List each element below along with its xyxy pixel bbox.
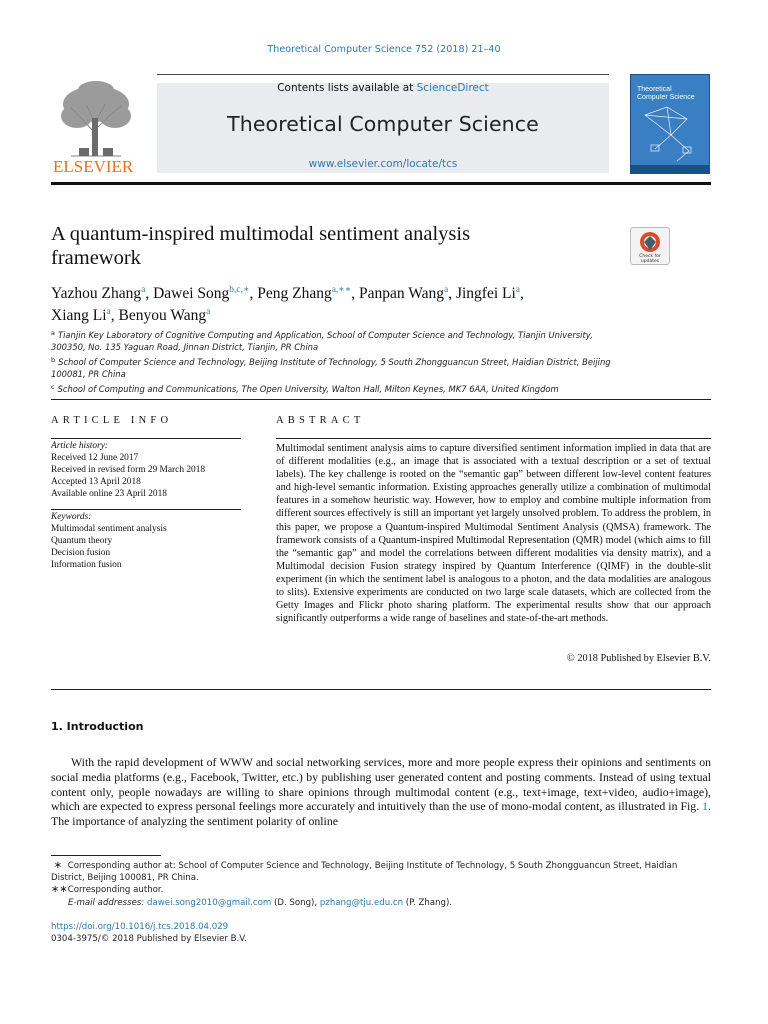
author: Yazhou Zhang$^a$, bbox=[51, 285, 154, 302]
divider bbox=[276, 438, 711, 439]
sciencedirect-link[interactable]: ScienceDirect bbox=[416, 82, 489, 94]
author-list bbox=[51, 281, 691, 325]
journal-cover-thumbnail[interactable] bbox=[630, 74, 710, 174]
article-history: Article history: Received 12 June 2017 Received in revised form 29 March 2018 Accepted 13 April 2018 Available online 23 April 2018 bbox=[51, 441, 206, 499]
section-heading-introduction: 1. Introduction bbox=[51, 720, 144, 733]
affiliation-c: $^c$ School of Computing and Communications, The Open University, Walton Hall, Milton Keynes, MK7 6AA, United Kingdom bbox=[51, 382, 559, 394]
paper-title: A quantum-inspired multimodal sentiment analysis framework bbox=[51, 223, 471, 269]
introduction-paragraph: With the rapid development of WWW and social networking services, more and more people express their opinions and sentiments on social media platforms (e.g., Facebook, Twitter, etc.) by publishing user generated content and posting comments. Instead of using textual content only, people nowadays are willing to share opinions through multimodal content (e.g., text+image, text+video, audio+image), which are expected to express personal feelings more accurately and intuitively than the use of mono-modal content, as illustrated in Fig. 1. The importance of analyzing the sentiment polarity of online bbox=[51, 755, 711, 829]
keywords: Keywords: Multimodal sentiment analysis Quantum theory Decision fusion Information fusion bbox=[51, 512, 167, 570]
doi-block bbox=[51, 921, 247, 945]
contents-line: Contents lists available at ScienceDirect bbox=[277, 82, 489, 94]
abstract-text: Multimodal sentiment analysis aims to capture diversified sentiment information implied in data that are of different modalities (e.g., an image that is associated with a textual description or a set of textual labels). The key challenge is rooted on the “semantic gap” between different low-level content features and high-level semantic information. Existing approaches generally utilize a combination of multimodal features in a somehow heuristic way. However, how to employ and combine multiple information from different sources effectively is still an important yet largely unsolved problem. To address the problem, in this paper, we propose a Quantum-inspired Multimodal Sentiment Analysis (QMSA) framework. The framework consists of a Quantum-inspired Multimodal Representation (QMR) model (which aims to fill the “semantic gap” and model the correlations between different modalities via density matrix), and a Multimodal decision Fusion strategy inspired by Quantum Interference (QIMF) in the double-slit experiment (in which the sentiment label is analogous to a photon, and the data modalities are analogous to slits). Extensive experiments are conducted on two large scale datasets, which are collected from the Getty Images and Flickr photo sharing platform. The experimental results show that our approach significantly outperforms a wide range of baselines and state-of-the-art methods. bbox=[276, 443, 711, 625]
email-link[interactable]: pzhang@tju.edu.cn bbox=[319, 897, 404, 908]
issn-line: 0304-3975/© 2018 Published by Elsevier B.V. bbox=[51, 934, 247, 945]
affiliation-a: $^a$ Tianjin Key Laboratory of Cognitive Computing and Application, School of Computer Science and Technology, Tianjin University, 300350, No. 135 Yaguan Road, Jinnan District, Tianjin, PR China bbox=[51, 329, 593, 353]
header-top-rule bbox=[157, 74, 609, 75]
crossmark-icon[interactable] bbox=[630, 227, 670, 265]
divider bbox=[51, 509, 241, 510]
divider bbox=[51, 399, 711, 400]
author: Xiang Li$^a$, bbox=[51, 307, 119, 324]
journal-homepage-link[interactable]: www.elsevier.com/locate/tcs bbox=[308, 158, 458, 170]
affiliation-b: $^b$ School of Computer Science and Technology, Beijing Institute of Technology, 5 South Zhongguancun Street, Haidian District, Beijing 100081, PR China bbox=[51, 355, 611, 380]
header-bottom-rule bbox=[51, 182, 711, 185]
author: Peng Zhang$^{a,∗∗}$, bbox=[257, 285, 359, 302]
abstract-copyright: © 2018 Published by Elsevier B.V. bbox=[566, 653, 711, 664]
journal-reference[interactable]: Theoretical Computer Science 752 (2018) 21–40 bbox=[267, 44, 501, 55]
author: Jingfei Li$^a$, bbox=[455, 285, 524, 302]
abstract-heading: ABSTRACT bbox=[276, 415, 365, 426]
footnote-rule bbox=[51, 855, 161, 856]
elsevier-wordmark: ELSEVIER bbox=[53, 157, 134, 174]
divider bbox=[51, 689, 711, 690]
email-link[interactable]: dawei.song2010@gmail.com bbox=[147, 897, 272, 908]
footnote-corresponding-1: ∗ Corresponding author at: School of Computer Science and Technology, Beijing Institute of Technology, 5 South Zhongguancun Street, Haidian District, Beijing 100081, PR China. bbox=[51, 860, 678, 884]
article-info-heading: ARTICLE INFO bbox=[51, 415, 173, 426]
footnote-corresponding-2: ∗∗ Corresponding author. bbox=[51, 884, 164, 896]
divider bbox=[51, 438, 241, 439]
elsevier-tree-logo bbox=[51, 78, 141, 174]
doi-link[interactable]: https://doi.org/10.1016/j.tcs.2018.04.029 bbox=[51, 922, 229, 932]
cover-title: Theoretical Computer Science bbox=[637, 86, 695, 101]
journal-title: Theoretical Computer Science bbox=[227, 112, 539, 136]
footnote-emails: E-mail addresses: dawei.song2010@gmail.com (D. Song), pzhang@tju.edu.cn (P. Zhang). bbox=[68, 897, 453, 908]
affiliations bbox=[51, 327, 611, 395]
svg-text:Check forupdates: Check for updates bbox=[639, 254, 661, 264]
figure-reference-link[interactable]: 1 bbox=[702, 799, 709, 814]
author: Benyou Wang$^a$ bbox=[118, 307, 211, 324]
author: Dawei Song$^{b,c,∗}$, bbox=[153, 285, 258, 302]
author: Panpan Wang$^a$, bbox=[358, 285, 456, 302]
footnotes bbox=[51, 860, 711, 909]
